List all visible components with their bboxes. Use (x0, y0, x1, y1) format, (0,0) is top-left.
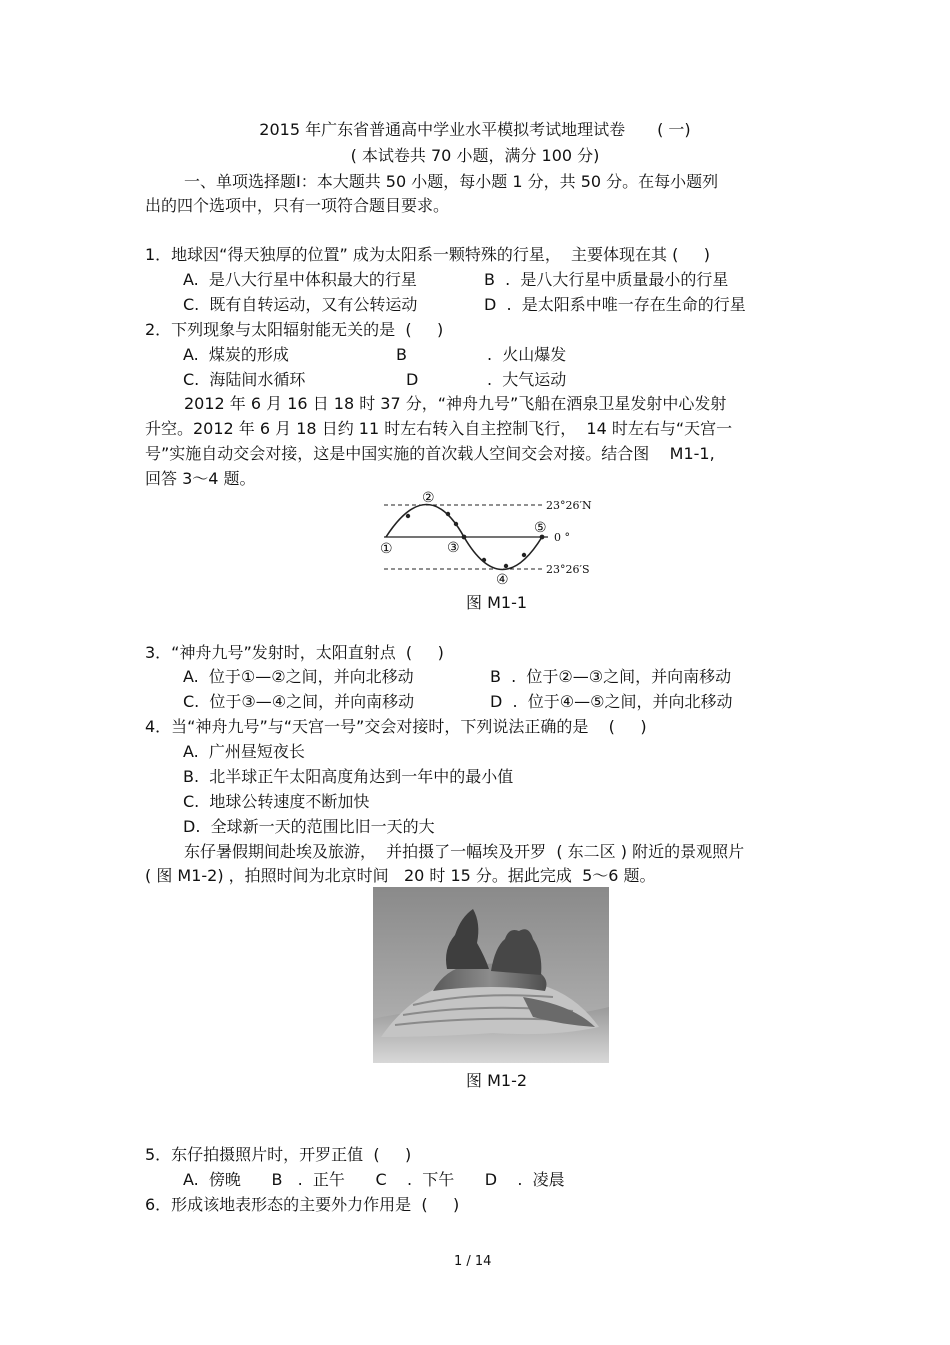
passage-line: 号”实施自动交会对接，这是中国实施的首次载人空间交会对接。结合图 M1-1, (145, 444, 715, 463)
page-number: 1 / 14 (454, 1254, 492, 1269)
question-2-option-b: . 火山爆发 (487, 345, 567, 364)
page-subtitle: ( 本试卷共 70 小题，满分 100 分) (350, 146, 600, 165)
point-label-2: ② (422, 490, 435, 506)
point-dot (462, 535, 467, 540)
passage-line: ( 图 M1-2) ，拍照时间为北京时间 20 时 15 分。据此完成 5～6 题。 (145, 866, 656, 885)
page-title: 2015 年广东省普通高中学业水平模拟考试地理试卷 ( 一) (259, 120, 691, 139)
point-dot (504, 564, 508, 568)
passage-line: 升空。2012 年 6 月 18 日约 11 时左右转入自主控制飞行， 14 时左右与“天宫一 (145, 419, 733, 438)
passage-line: 2012 年 6 月 16 日 18 时 37 分，“神舟九号”飞船在酒泉卫星发射中心发射 (184, 394, 727, 413)
section-instruction-line: 出的四个选项中，只有一项符合题目要求。 (145, 196, 450, 215)
point-label-5: ⑤ (534, 520, 547, 536)
question-2-option-d-letter: D (406, 370, 419, 389)
question-3-option-a: A. 位于①—②之间，并向北移动 (183, 667, 414, 686)
question-6-stem: 6．形成该地表形态的主要外力作用是 ( ) (145, 1195, 460, 1214)
point-dot (522, 553, 526, 557)
question-2-option-a: A. 煤炭的形成 (183, 345, 289, 364)
question-3-option-d: D . 位于④—⑤之间，并向北移动 (490, 692, 733, 711)
question-4-option-b: B. 北半球正午太阳高度角达到一年中的最小值 (183, 767, 514, 786)
question-4-option-a: A. 广州昼短夜长 (183, 742, 305, 761)
question-1-stem: 1．地球因“得天独厚的位置” 成为太阳系一颗特殊的行星， 主要体现在其 ( ) (145, 245, 711, 264)
figure-2-caption: 图 M1-2 (466, 1071, 528, 1090)
question-4-option-c: C. 地球公转速度不断加快 (183, 792, 370, 811)
question-2-option-c: C. 海陆间水循环 (183, 370, 306, 389)
question-1-option-c: C. 既有自转运动，又有公转运动 (183, 295, 418, 314)
section-instruction-line: 一、单项选择题Ⅰ：本大题共 50 小题，每小题 1 分，共 50 分。在每小题列 (184, 172, 719, 191)
point-label-1: ① (380, 541, 393, 557)
question-1-option-a: A. 是八大行星中体积最大的行星 (183, 270, 417, 289)
question-2-option-b-letter: B (396, 345, 407, 364)
figure-1-caption: 图 M1-1 (466, 593, 528, 612)
question-4-stem: 4．当“神舟九号”与“天宫一号”交会对接时，下列说法正确的是 ( ) (145, 717, 647, 736)
question-3-option-b: B . 位于②—③之间，并向南移动 (490, 667, 732, 686)
question-3-stem: 3．“神舟九号”发射时，太阳直射点 ( ) (145, 643, 444, 662)
label-equator: 0 ° (554, 531, 570, 544)
point-label-4: ④ (496, 572, 509, 586)
question-1-option-b: B . 是八大行星中质量最小的行星 (484, 270, 729, 289)
landscape-photo (373, 887, 609, 1063)
question-5-stem: 5．东仔拍摄照片时，开罗正值 ( ) (145, 1145, 412, 1164)
point-dot (446, 512, 450, 516)
question-2-option-d: . 大气运动 (487, 370, 567, 389)
point-label-3: ③ (447, 540, 460, 556)
point-dot (454, 522, 458, 526)
question-3-option-c: C. 位于③—④之间，并向南移动 (183, 692, 415, 711)
label-north-tropic: 23°26′N (546, 499, 592, 512)
point-dot (482, 558, 486, 562)
question-5-options: A. 傍晚 B . 正午 C . 下午 D . 凌晨 (183, 1170, 565, 1189)
label-south-tropic: 23°26′S (546, 563, 590, 576)
passage-line: 东仔暑假期间赴埃及旅游， 并拍摄了一幅埃及开罗 ( 东二区 ) 附近的景观照片 (184, 842, 745, 861)
point-dot (406, 514, 410, 518)
passage-line: 回答 3～4 题。 (145, 469, 256, 488)
question-1-option-d: D . 是太阳系中唯一存在生命的行星 (484, 295, 746, 314)
question-2-stem: 2．下列现象与太阳辐射能无关的是 ( ) (145, 320, 444, 339)
solar-declination-diagram (376, 490, 636, 586)
question-4-option-d: D. 全球新一天的范围比旧一天的大 (183, 817, 435, 836)
